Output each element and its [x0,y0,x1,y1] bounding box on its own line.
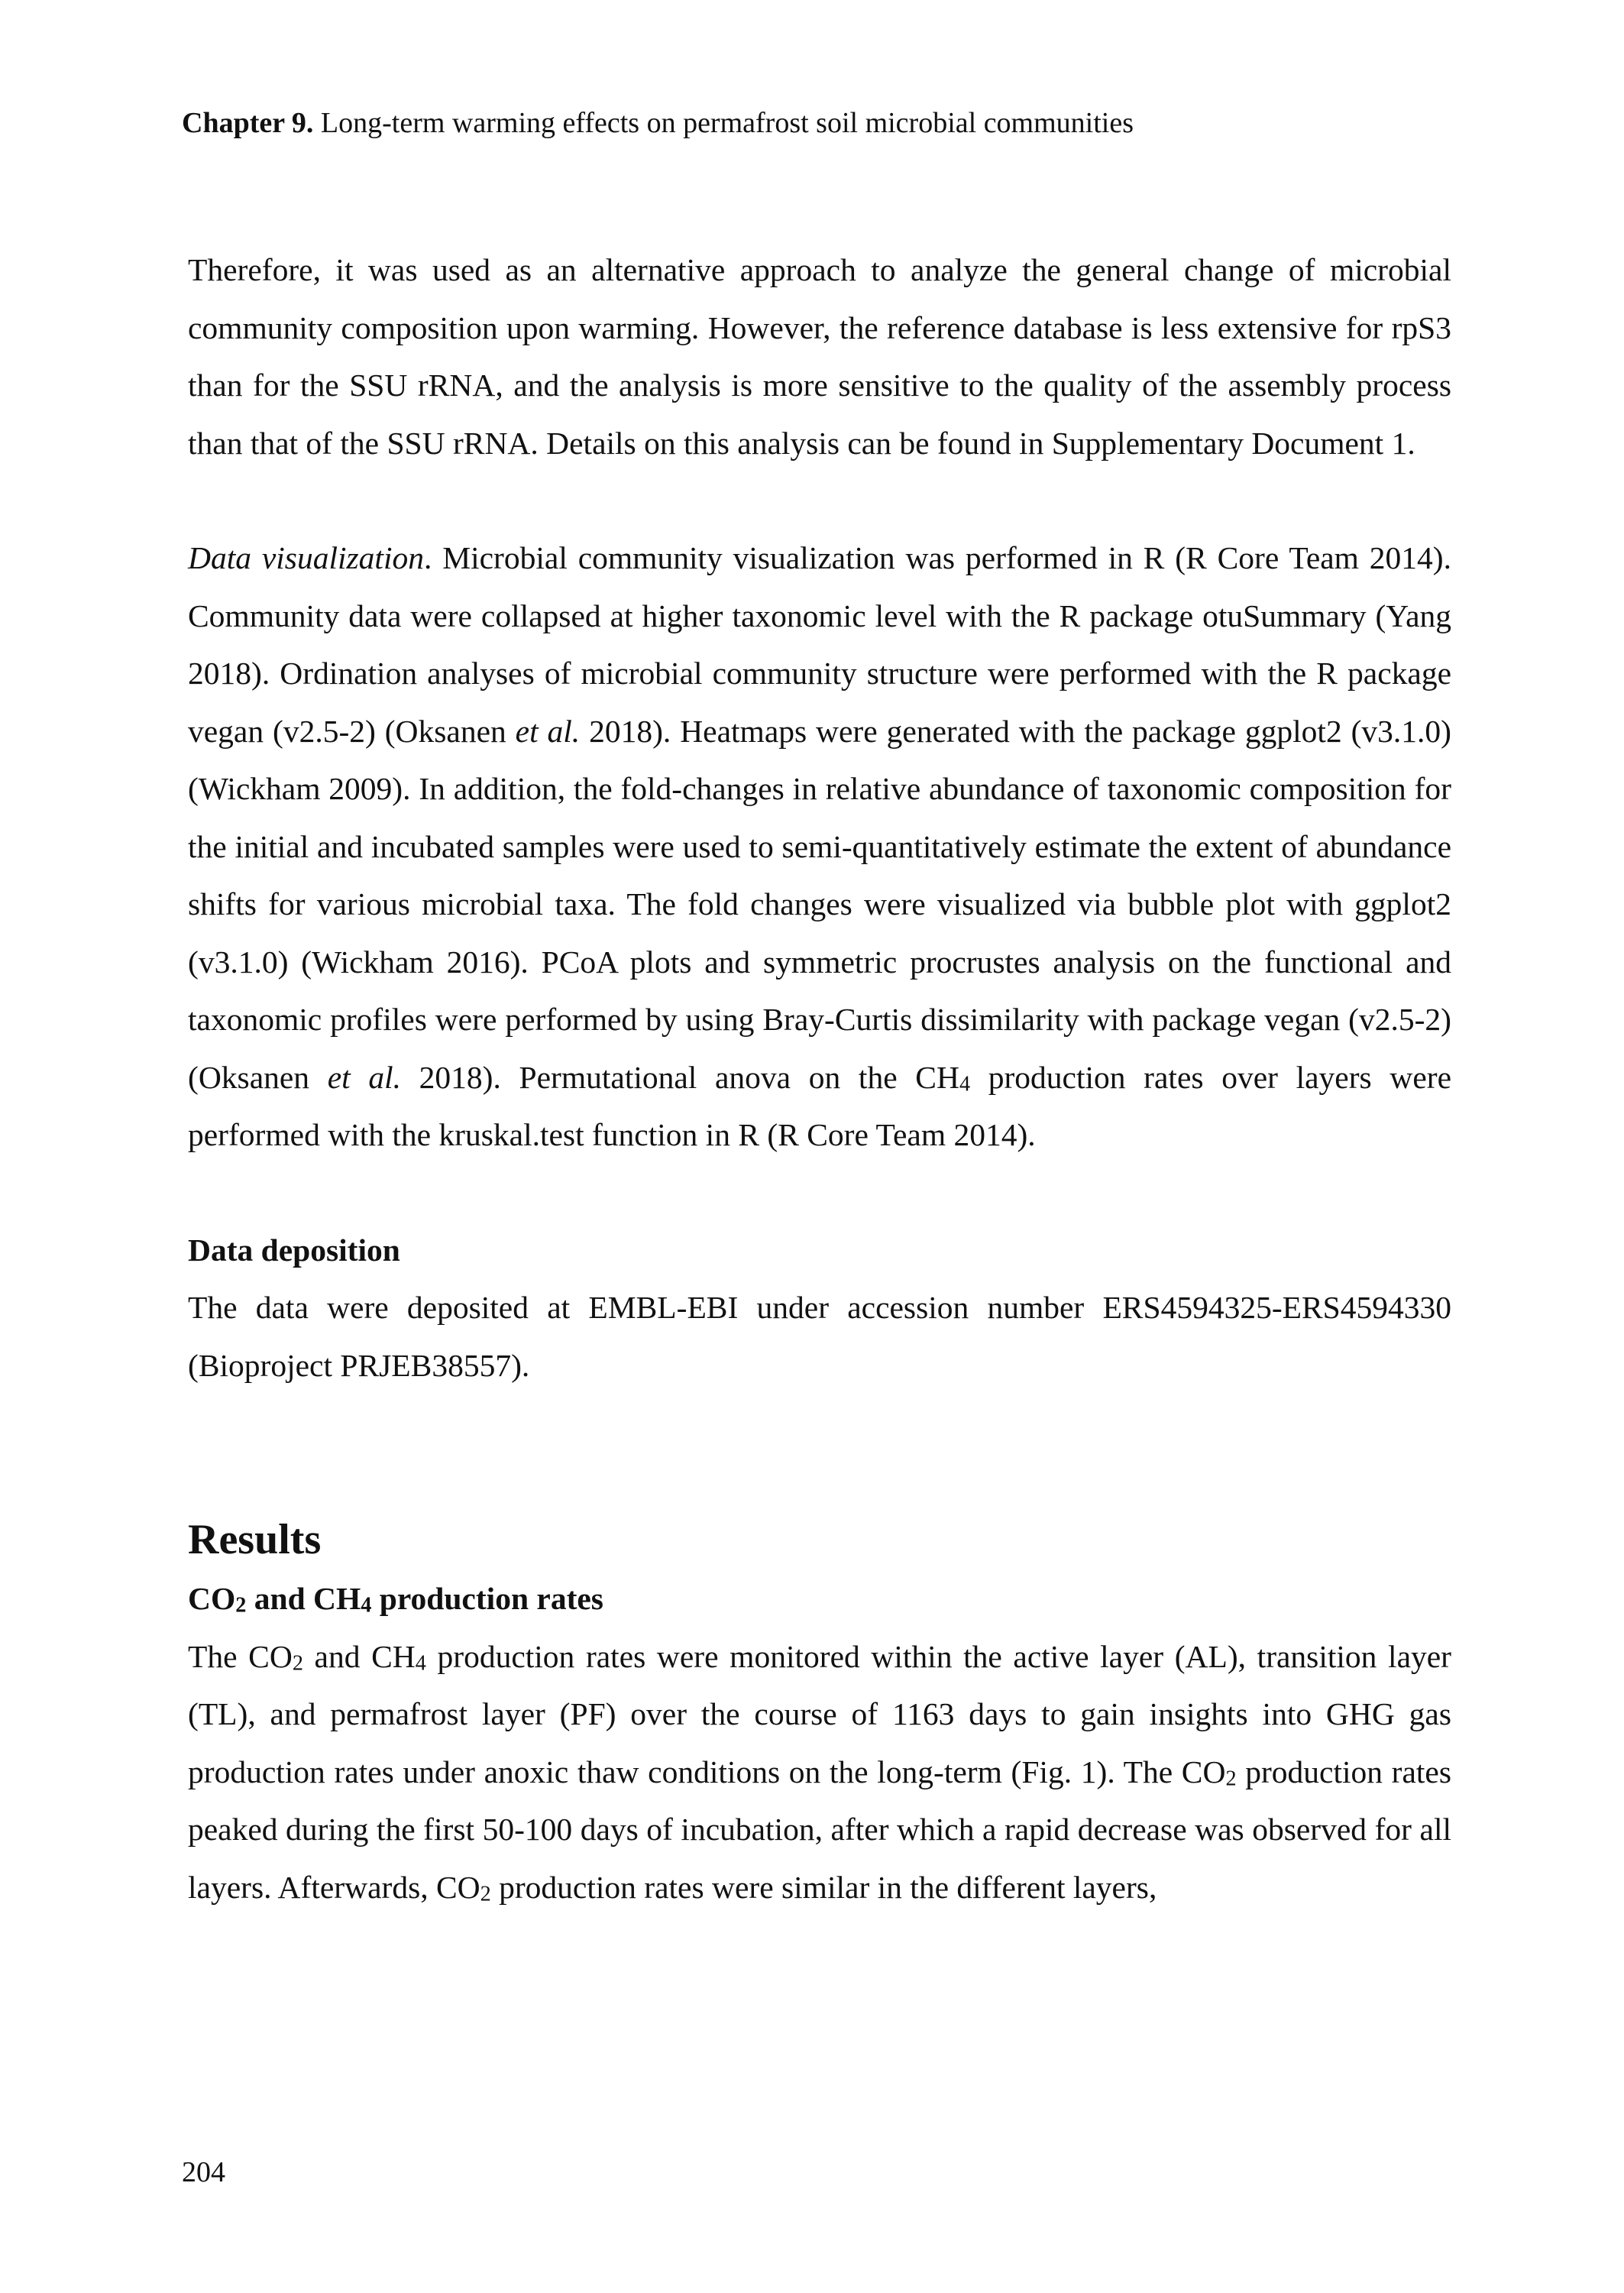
paragraph-production-rates: The CO2 and CH4 production rates were monitored within the active layer (AL), transition layer (TL), and permafrost layer (PF) over the course of 1163 days to gain insights into GHG gas production rates under anoxic thaw conditions on the long-term (Fig. 1). The CO2 production rates peaked during the first 50-100 days of incubation, after which a rapid decrease was observed for all layers. Afterwards, CO2 production rates were similar in the different layers, [188,1638,1451,1906]
paragraph-data-deposition: The data were deposited at EMBL-EBI under accession number ERS4594325-ERS4594330 (Bioproject PRJEB38557). [188,1290,1451,1383]
paragraph-alternative-approach: Therefore, it was used as an alternative approach to analyze the general change of microbial community composition upon warming. However, the reference database is less extensive for rpS3 than for the SSU rRNA, and the analysis is more sensitive to the quality of the assembly process than that of the SSU rRNA. Details on this analysis can be found in Supplementary Document 1. [188,252,1451,461]
paragraph-data-visualization: Data visualization. Microbial community visualization was performed in R (R Core Team 2014). Community data were collapsed at higher taxonomic level with the R package otuSummary (Yang 2018). Ordination analyses of microbial community structure were performed with the R package vegan (v2.5-2) (Oksanen et al. 2018). Heatmaps were generated with the package ggplot2 (v3.1.0) (Wickham 2009). In addition, the fold-changes in relative abundance of taxonomic composition for the initial and incubated samples were used to semi-quantitatively estimate the extent of abundance shifts for various microbial taxa. The fold changes were visualized via bubble plot with ggplot2 (v3.1.0) (Wickham 2016). PCoA plots and symmetric procrustes analysis on the functional and taxonomic profiles were performed by using Bray-Curtis dissimilarity with package vegan (v2.5-2) (Oksanen et al. 2018). Permutational anova on the CH4 production rates over layers were performed with the kruskal.test function in R (R Core Team 2014). [188,540,1452,1152]
results-heading: Results [188,1516,322,1563]
chapter-label: Chapter 9. [182,107,314,139]
production-rates-heading: CO2 and CH4 production rates [188,1581,603,1618]
page-body [188,241,1451,1916]
data-deposition-heading: Data deposition [188,1232,400,1268]
data-visualization-lead: Data visualization [188,540,424,575]
chapter-title: Long-term warming effects on permafrost soil microbial communities [320,107,1134,139]
running-header [182,103,1134,143]
page-number: 204 [182,2156,225,2188]
